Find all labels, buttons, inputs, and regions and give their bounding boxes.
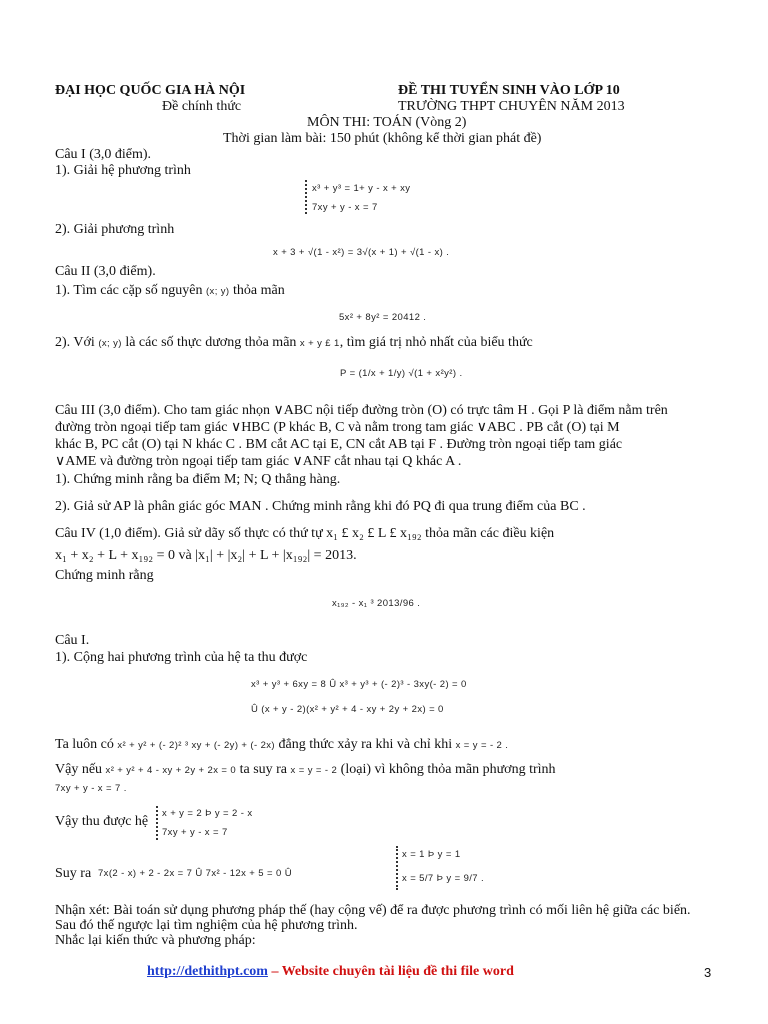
sol-line2-math: x² + y² + (- 2)² ³ xy + (- 2y) + (- 2x) [117, 740, 275, 751]
c2-part2-text-c: , tìm giá trị nhỏ nhất của biểu thức [339, 335, 533, 350]
c1-part1: 1). Giải hệ phương trình [55, 163, 191, 178]
c2-part1 [55, 283, 285, 300]
solution-title: Câu I. [55, 633, 90, 648]
c2-part2-cond: x + y £ 1 [299, 338, 340, 349]
sol-line3-math2: x = y = - 2 [290, 765, 338, 776]
footer-link[interactable]: http://dethithpt.com [147, 964, 268, 979]
sol-line3-math1: x² + y² + 4 - xy + 2y + 2x = 0 [105, 765, 237, 776]
footer-text: – Website chuyên tài liệu đề thi file word [267, 964, 514, 979]
page-number: 3 [704, 965, 712, 980]
sol-math2: Û (x + y - 2)(x² + y² + 4 - xy + 2y + 2x) = 0 [251, 704, 444, 715]
c2-part2 [55, 335, 533, 352]
sol-line3-math3: 7xy + y - x = 7 . [55, 783, 127, 794]
c1-title: Câu I (3,0 điểm). [55, 147, 152, 162]
sol-line5-math: 7x(2 - x) + 2 - 2x = 7 Û 7x² - 12x + 5 = 0 Û [98, 868, 292, 879]
sol-sys-b: 7xy + y - x = 7 [162, 827, 228, 838]
note-line2: Sau đó thế ngược lại tìm nghiệm của hệ phương trình. [55, 918, 358, 933]
school-name: TRƯỜNG THPT CHUYÊN NĂM 2013 [398, 99, 625, 114]
note-line3: Nhắc lại kiến thức và phương pháp: [55, 933, 256, 948]
note-line1: Nhận xét: Bài toán sử dụng phương pháp thế (hay cộng vế) để ra được phương trình có mối liên hệ giữa các biến. [55, 903, 691, 918]
sol-line4: Vậy thu được hệ [55, 814, 149, 829]
time-line: Thời gian làm bài: 150 phút (không kể thời gian phát đề) [223, 131, 542, 146]
system-brace-2 [156, 806, 160, 840]
c1-part2: 2). Giải phương trình [55, 222, 175, 237]
c3-line5: 1). Chứng minh rằng ba điểm M; N; Q thẳng hàng. [55, 472, 341, 487]
sol-line3-text-a: Vậy nếu [55, 762, 103, 777]
c4-line2: x₁ + x₂ + L + x₁₉₂ = 0 và |x₁| + |x₂| + L + |x₁₉₂| = 2013. [55, 548, 357, 563]
subject-line: MÔN THI: TOÁN (Vòng 2) [307, 115, 467, 130]
c3-line2: đường tròn ngoại tiếp tam giác ∨HBC (P khác B, C và nằm trong tam giác ∨ABC . PB cắt (O) tại M [55, 420, 620, 435]
official-label: Đề chính thức [162, 99, 242, 114]
c3-line3: khác B, PC cắt (O) tại N khác C . BM cắt AC tại E, CN cắt AB tại F . Đường tròn ngoại tiếp tam giác [55, 437, 623, 452]
sol-sys-a: x + y = 2 Þ y = 2 - x [162, 808, 253, 819]
sol-case2: x = 5/7 Þ y = 9/7 . [402, 873, 485, 884]
sol-line3-text-b: ta suy ra [239, 762, 288, 777]
sol-case1: x = 1 Þ y = 1 [402, 849, 461, 860]
c2-part1-text-a: 1). Tìm các cặp số nguyên [55, 283, 203, 298]
c2-part2-text-b: là các số thực dương thỏa mãn [125, 335, 297, 350]
c4-eq: x₁₉₂ - x₁ ³ 2013/96 . [332, 598, 421, 609]
sol-line2-text-b: đẳng thức xảy ra khi và chỉ khi [278, 737, 453, 752]
c2-part2-var: (x; y) [98, 338, 122, 349]
sol-line3 [55, 762, 556, 779]
sol-line5: Suy ra [55, 866, 92, 881]
c2-eq1: 5x² + 8y² = 20412 . [339, 312, 427, 323]
sol-line1: 1). Cộng hai phương trình của hệ ta thu được [55, 650, 308, 665]
c2-eq2: P = (1/x + 1/y) √(1 + x²y²) . [340, 368, 463, 379]
c4-line3: Chứng minh rằng [55, 568, 154, 583]
sol-line2-text-a: Ta luôn có [55, 737, 114, 752]
university-name: ĐẠI HỌC QUỐC GIA HÀ NỘI [55, 83, 246, 98]
c2-part2-text-a: 2). Với [55, 335, 95, 350]
case-brace [396, 846, 400, 890]
c1-eq1a: x³ + y³ = 1+ y - x + xy [312, 183, 411, 194]
c3-line1: Câu III (3,0 điểm). Cho tam giác nhọn ∨ABC nội tiếp đường tròn (O) có trực tâm H . Gọi P là điểm nằm trên [55, 403, 668, 418]
exam-title: ĐỀ THI TUYỂN SINH VÀO LỚP 10 [398, 83, 620, 98]
system-brace [305, 180, 309, 214]
sol-math1: x³ + y³ + 6xy = 8 Û x³ + y³ + (- 2)³ - 3xy(- 2) = 0 [251, 679, 467, 690]
c1-eq2: x + 3 + √(1 - x²) = 3√(x + 1) + √(1 - x) . [273, 247, 450, 258]
sol-line2 [55, 737, 508, 754]
c2-title: Câu II (3,0 điểm). [55, 264, 156, 279]
sol-line3-text-c: (loại) vì không thỏa mãn phương trình [340, 762, 556, 777]
c1-eq1b: 7xy + y - x = 7 [312, 202, 378, 213]
c3-line6: 2). Giả sử AP là phân giác góc MAN . Chứng minh rằng khi đó PQ đi qua trung điểm của BC . [55, 499, 586, 514]
footer [147, 964, 514, 980]
c2-part1-text-b: thỏa mãn [233, 283, 285, 298]
c2-part1-var: (x; y) [205, 286, 230, 297]
c4-line1: Câu IV (1,0 điểm). Giả sử dãy số thực có thứ tự x₁ £ x₂ £ L £ x₁₉₂ thỏa mãn các điều kiện [55, 526, 555, 541]
c3-line4: ∨AME và đường tròn ngoại tiếp tam giác ∨ANF cắt nhau tại Q khác A . [55, 454, 462, 469]
sol-line2-cond: x = y = - 2 . [455, 740, 509, 751]
